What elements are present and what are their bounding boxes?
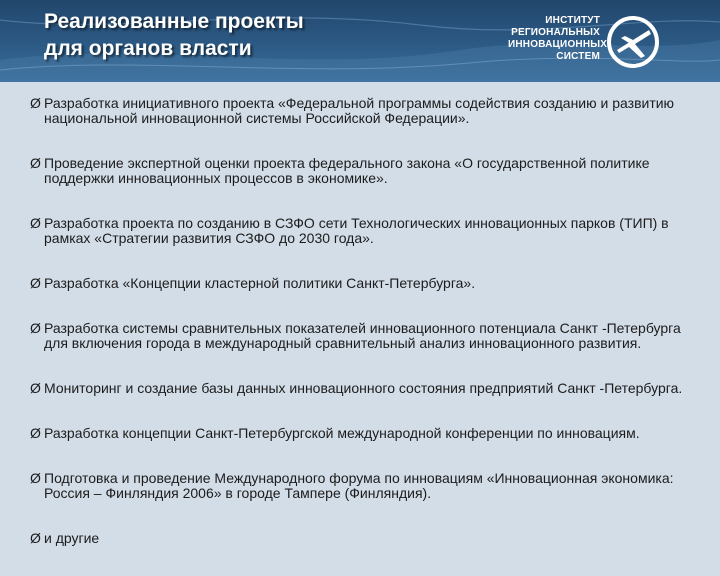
- page-title-line-2: для органов власти: [44, 37, 252, 60]
- list-item: [30, 96, 698, 126]
- list-item: [30, 381, 698, 396]
- list-item-text: Разработка инициативного проекта «Федеральной программы содействия созданию и развитию национальной инновационной системы Российской Федерации».: [44, 95, 675, 126]
- arrow-bullet-icon: Ø: [30, 275, 41, 291]
- list-item-text: Разработка «Концепции кластерной политики Санкт-Петербурга».: [44, 275, 476, 291]
- arrow-bullet-icon: Ø: [30, 530, 41, 546]
- logo-line-3: ИННОВАЦИОННЫХ: [508, 39, 608, 50]
- arrow-bullet-icon: Ø: [30, 320, 41, 336]
- logo-line-2: РЕГИОНАЛЬНЫХ: [511, 27, 600, 38]
- page-title-line-1: Реализованные проекты: [44, 10, 304, 33]
- list-item: [30, 471, 698, 501]
- list-item: [30, 216, 698, 246]
- list-item-text: Разработка системы сравнительных показателей инновационного потенциала Санкт -Петербурга для включения города в международный сравнительный анализ инновационного развития.: [44, 320, 681, 351]
- arrow-bullet-icon: Ø: [30, 425, 41, 441]
- list-item-text: и другие: [44, 530, 100, 546]
- list-item-text: Разработка проекта по созданию в СЗФО сети Технологических инновационных парков (ТИП) в рамках «Стратегии развития СЗФО до 2030 года».: [44, 215, 669, 246]
- institute-logo-text: [508, 15, 608, 63]
- arrow-bullet-icon: Ø: [30, 215, 41, 231]
- logo-line-1: ИНСТИТУТ: [545, 15, 600, 26]
- arrow-bullet-icon: Ø: [30, 95, 41, 111]
- arrow-bullet-icon: Ø: [30, 380, 41, 396]
- list-item: [30, 321, 698, 351]
- list-item-text: Проведение экспертной оценки проекта федерального закона «О государственной политике поддержки инновационных процессов в экономике».: [44, 155, 650, 186]
- page-title: [44, 8, 304, 62]
- list-item-text: Мониторинг и создание базы данных инновационного состояния предприятий Санкт -Петербурга.: [44, 380, 683, 396]
- header-banner: [0, 0, 720, 82]
- list-item: [30, 156, 698, 186]
- arrow-bullet-icon: Ø: [30, 470, 41, 486]
- logo-line-4: СИСТЕМ: [556, 51, 600, 62]
- list-item: [30, 426, 698, 441]
- list-item-text: Подготовка и проведение Международного форума по инновациям «Инновационная экономика: Россия – Финляндия 2006» в городе Тампере (Финляндия).: [44, 470, 674, 501]
- list-item: [30, 276, 698, 291]
- list-item-text: Разработка концепции Санкт-Петербургской международной конференции по инновациям.: [44, 425, 640, 441]
- projects-list: [30, 96, 698, 576]
- globe-plane-icon: [605, 14, 661, 70]
- list-item: [30, 531, 698, 546]
- arrow-bullet-icon: Ø: [30, 155, 41, 171]
